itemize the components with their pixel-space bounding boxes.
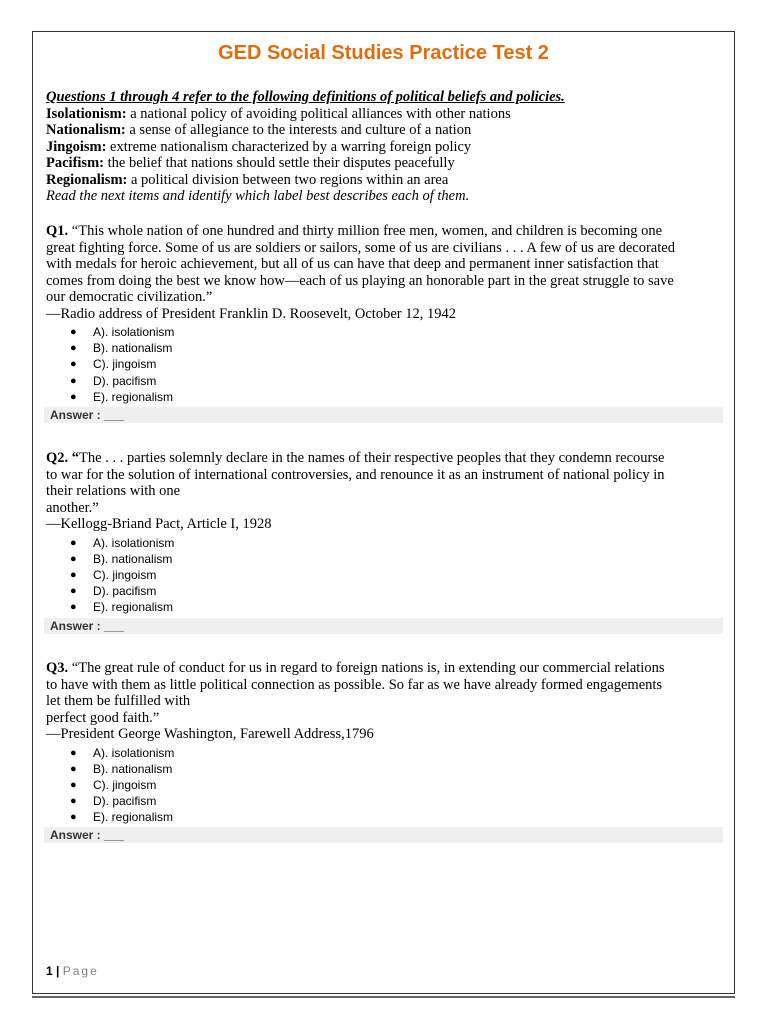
question-text [46,660,724,726]
question-line: “This whole nation of one hundred and thirty million free men, women, and children is becoming one [68,223,663,239]
definition-pacifism [46,155,726,172]
page-label: Page [62,964,99,978]
option-a[interactable] [46,535,724,551]
option-label: C). jingoism [93,567,157,582]
answer-options [46,535,724,616]
bullet-icon: ● [70,568,77,581]
page-number: 1 [46,964,53,978]
definition-text: the belief that nations should settle their disputes peacefully [103,155,455,171]
definition-term: Jingoism: [46,138,107,155]
bullet-icon: ● [70,795,77,808]
question-number: Q3. [46,660,69,676]
option-label: C). jingoism [93,357,157,372]
answer-field-q1[interactable]: Answer : ___ [44,407,723,423]
option-label: B). nationalism [93,761,173,776]
bullet-icon: ● [70,778,77,791]
bullet-icon: ● [70,552,77,565]
option-e[interactable] [46,599,724,615]
question-line: perfect good faith.” [46,709,160,726]
question-source: —President George Washington, Farewell Address,1796 [46,726,374,742]
answer-field-q2[interactable]: Answer : ___ [44,618,723,634]
definition-text: extreme nationalism characterized by a warring foreign policy [106,138,472,155]
option-label: C). jingoism [93,777,157,792]
bullet-icon: ● [70,585,77,598]
page-bottom-rule [32,996,735,998]
question-1 [46,223,724,405]
bullet-icon: ● [70,746,77,759]
answer-options [46,745,724,826]
question-line: to war for the solution of international controversies, and renounce it as an instrument of national policy in [46,466,665,483]
answer-options [46,324,724,405]
option-label: D). pacifism [93,794,157,809]
option-a[interactable] [46,745,724,761]
option-c[interactable] [46,567,724,583]
question-line: with medals for heroic achievement, but all of us can have that deep and permanent inner satisfaction that [46,256,659,272]
bullet-icon: ● [70,342,77,355]
option-b[interactable] [46,551,724,567]
question-line: great fighting force. Some of us are soldiers or sailors, some of us are civilians . . . A few of us are decorated [46,239,675,256]
page-footer [46,964,99,978]
question-line: “The great rule of conduct for us in regard to foreign nations is, in extending our commercial relations [68,660,665,676]
definition-term: Isolationism: [46,105,127,122]
definition-nationalism [46,122,726,139]
question-line: to have with them as little political connection as possible. So far as we have already formed engagements [46,676,663,693]
question-line: another.” [46,499,99,516]
footer-separator: | [52,964,63,978]
definitions-intro [46,89,726,205]
bullet-icon: ● [70,536,77,549]
option-c[interactable] [46,356,724,372]
definition-text: a political division between two regions within an area [127,171,449,188]
bullet-icon: ● [70,374,77,387]
definition-text: a sense of allegiance to the interests and culture of a nation [125,122,472,138]
option-e[interactable] [46,389,724,405]
option-label: A). isolationism [93,535,175,550]
option-label: B). nationalism [93,551,173,566]
question-2 [46,450,724,615]
definition-isolationism [46,106,726,123]
definition-term: Pacifism: [46,155,104,171]
question-line: let them be fulfilled with [46,693,191,709]
option-e[interactable] [46,809,724,825]
intro-instruction: Read the next items and identify which label best describes each of them. [46,188,470,204]
option-d[interactable] [46,583,724,599]
bullet-icon: ● [70,390,77,403]
option-label: A). isolationism [93,325,175,339]
definition-regionalism [46,172,726,189]
option-label: E). regionalism [93,389,174,404]
definition-jingoism [46,139,726,156]
option-c[interactable] [46,777,724,793]
option-label: A). isolationism [93,745,175,760]
question-number: Q1. [46,223,69,239]
option-d[interactable] [46,793,724,809]
bullet-icon: ● [70,762,77,775]
document-title: GED Social Studies Practice Test 2 [218,42,549,64]
question-line: comes from doing the best we know how—each of us playing an honorable part in the great struggle to save [46,272,674,289]
question-source: —Radio address of President Franklin D. Roosevelt, October 12, 1942 [46,305,456,322]
option-a[interactable] [46,324,724,340]
option-label: D). pacifism [93,373,157,388]
question-number: Q2. “ [46,450,80,466]
answer-field-q3[interactable]: Answer : ___ [44,827,723,843]
bullet-icon: ● [70,601,77,614]
option-label: E). regionalism [93,600,174,615]
question-3 [46,660,724,825]
option-d[interactable] [46,373,724,389]
option-label: B). nationalism [93,341,173,356]
option-b[interactable] [46,761,724,777]
question-text [46,450,724,516]
question-text [46,223,724,306]
option-label: D). pacifism [93,584,157,599]
intro-heading: Questions 1 through 4 refer to the following definitions of political beliefs and policies. [46,89,565,105]
definition-term: Regionalism: [46,171,128,188]
bullet-icon: ● [70,358,77,371]
option-label: E). regionalism [93,810,174,825]
option-b[interactable] [46,340,724,356]
bullet-icon: ● [70,811,77,824]
question-line: our democratic civilization.” [46,289,213,305]
definition-text: a national policy of avoiding political alliances with other nations [126,105,511,122]
bullet-icon: ● [70,326,77,338]
definition-term: Nationalism: [46,122,126,138]
question-line: their relations with one [46,483,181,499]
question-line: The . . . parties solemnly declare in the names of their respective peoples that they condemn recourse [79,450,665,466]
question-source: —Kellogg-Briand Pact, Article I, 1928 [46,516,272,532]
